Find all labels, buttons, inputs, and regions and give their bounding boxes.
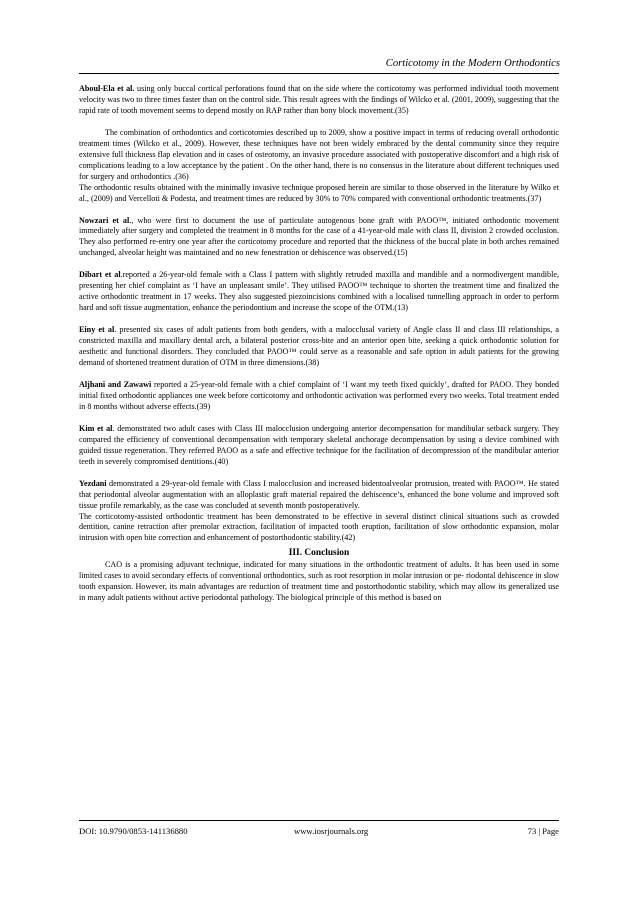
- paragraph-gap: [79, 369, 559, 380]
- footer-page-number: 73 | Page: [527, 826, 559, 836]
- footer-doi: DOI: 10.9790/0853-141136880: [79, 826, 188, 836]
- paragraph-text: . demonstrated two adult cases with Class III malocclusion undergoing anterior decompensation for mandibular setback surgery. They compared the efficiency of conventional decompensation with temporary skeletal anchorage decompensation by using a device combined with guided tissue regeneration. They referred PAOO as a safe and effective technique for the facilitation of decompression of the mandibular anterior teeth in severely compromised dentitions.(40): [79, 423, 559, 466]
- author-lead: Kim et al: [79, 423, 113, 433]
- paragraph-text: demonstrated a 29-year-old female with Class I malocclusion and increased bidentoalveolar protrusion, treated with PAOO™. He stated that periodontal alveolar augmentation with an alloplastic graft material repaired the dehiscence’s, enhanced the bone volume and improved soft tissue profile remarkably, as the case was concluded at seventh month postoperatively.: [79, 478, 559, 510]
- paragraph-text: .reported a 26-year-old female with a Class I pattern with slightly retruded maxilla and mandible and a normodivergent mandible, presenting her chief complaint as ‘I have an unpleasant smile’. They utilised PAOO™ technique to shorten the treatment time and finalized the active orthodontic treatment in 17 weeks. They also suggested piezoincisions combined with a localised tunnelling approach in order to perform hard and soft tissue augmentation, enhance the periodontium and increase the scope of the OTM.(13): [79, 270, 560, 313]
- header-rule: [79, 73, 559, 74]
- author-lead: Aboul-Ela et al.: [79, 84, 135, 93]
- paragraph-gap: [79, 205, 559, 216]
- paragraph-aboul-ela: [79, 84, 559, 117]
- paragraph-text: . presented six cases of adult patients from both genders, with a malocclusal variety of Angle class II and class III relationships, a constricted maxilla and maxillary dental arch, a bilateral posterior cross-bite and an anterior open bite, seeking a quick orthodontic solution for aesthetic and functional disorders. They concluded that PAOO™ could serve as a reasonable and safe option in adult patients for the growing demand of shortened treatment duration of OTM in three dimensions.(38): [79, 325, 559, 368]
- paragraph-gap: [79, 259, 559, 270]
- page-footer: [79, 826, 559, 838]
- author-lead: Yezdani: [79, 478, 107, 488]
- section-heading-conclusion: III. Conclusion: [288, 548, 350, 559]
- paragraph-text: reported a 25-year-old female with a chief complaint of ‘I want my teeth fixed quickly’, drafted for PAOO. They bonded initial fixed orthodontic appliances one week before corticotomy and orthodontic activation was performed every two weeks. Total treatment ended in 8 months without adverse effects.(39): [79, 379, 559, 411]
- footer-rule: [79, 820, 559, 821]
- author-lead: Nowzari et al: [79, 215, 130, 225]
- paragraph-orthodontic-results: The orthodontic results obtained with the minimally invasive technique proposed herein are similar to those observed in the literature by Wilko et al., (2009) and Vercelloti & Podesta, and treatment times are reduced by 30% to 70% compared with conventional orthodontic treatments.(37): [79, 182, 559, 203]
- paragraph-text: ., who were first to document the use of particulate autogenous bone graft with PAOO™, initiated orthodontic movement immediately after surgery and completed the treatment in 8 months for the case of a 41-year-old male with class II, division 2 crowded occlusion. They also performed re-entry one year after the corticotomy procedure and reported that the thickness of the buccal plate in both arches remained unchanged, alveolar height was maintained and no new fenestration or dehiscence was observed.(15): [79, 215, 560, 258]
- paragraph-yezdani: [79, 479, 559, 512]
- author-lead: Dibart et al: [79, 270, 121, 280]
- paragraph-text: using only buccal cortical perforations found that on the side where the corticotomy was performed individual tooth movement velocity was two to three times faster than on the control side. This result agrees with the findings of Wilcko et al. (2001, 2009), suggesting that the rapid rate of tooth movement seems to depend mostly on RAP rather than bony block movement.(35): [79, 84, 559, 115]
- paragraph-dibart: [79, 270, 559, 314]
- paragraph-corticotomy-assisted: The corticotomy-assisted orthodontic treatment has been demonstrated to be effective in several distinct clinical situations such as crowded dentition, canine retraction after premolar extraction, facilitation of impacted tooth eruption, facilitation of slow orthodontic expansion, molar intrusion with open bite correction and enhancement of postorthodontic stability.(42): [79, 511, 559, 543]
- author-lead: Aljhani and Zawawi: [79, 379, 152, 389]
- paragraph-gap: [79, 413, 559, 424]
- paragraph-kim: [79, 424, 559, 468]
- article-body: [79, 84, 559, 604]
- author-lead: Einy et al: [79, 325, 115, 335]
- paragraph-gap: [79, 314, 559, 325]
- paragraph-nowzari: [79, 216, 559, 260]
- paragraph-gap: [79, 468, 559, 479]
- paragraph-combination: The combination of orthodontics and corticotomies described up to 2009, show a positive impact in terms of reducing overall orthodontic treatment times (Wilcko et al., 2009). However, these techniques have not been widely embraced by the dental community since they require extensive full thickness flap elevation and in cases of osteotomy, an invasive procedure associated with postoperative discomfort and a high risk of complications leading to a low acceptance by the patient . On the other hand, there is no consensus in the literature about different techniques used for surgery and orthodontics .(36): [79, 127, 559, 181]
- paragraph-conclusion: CAO is a promising adjuvant technique, indicated for many situations in the orthodontic treatment of adults. It has been used in some limited cases to avoid secondary effects of conventional orthodontics, such as root resorption in molar intrusion or pe- riodontal dehiscence in slow tooth expansion. However, its main advantages are reduction of treatment time and postorthodontic stability, which may allow its generalized use in many adult patients without active periodontal pathology. The biological principle of this method is based on: [79, 560, 559, 603]
- paragraph-aljhani: [79, 380, 559, 413]
- paragraph-gap: [79, 117, 559, 128]
- footer-website: www.iosrjournals.org: [294, 826, 369, 836]
- paragraph-einy: [79, 325, 559, 369]
- running-header-title: Corticotomy in the Modern Orthodontics: [385, 58, 560, 69]
